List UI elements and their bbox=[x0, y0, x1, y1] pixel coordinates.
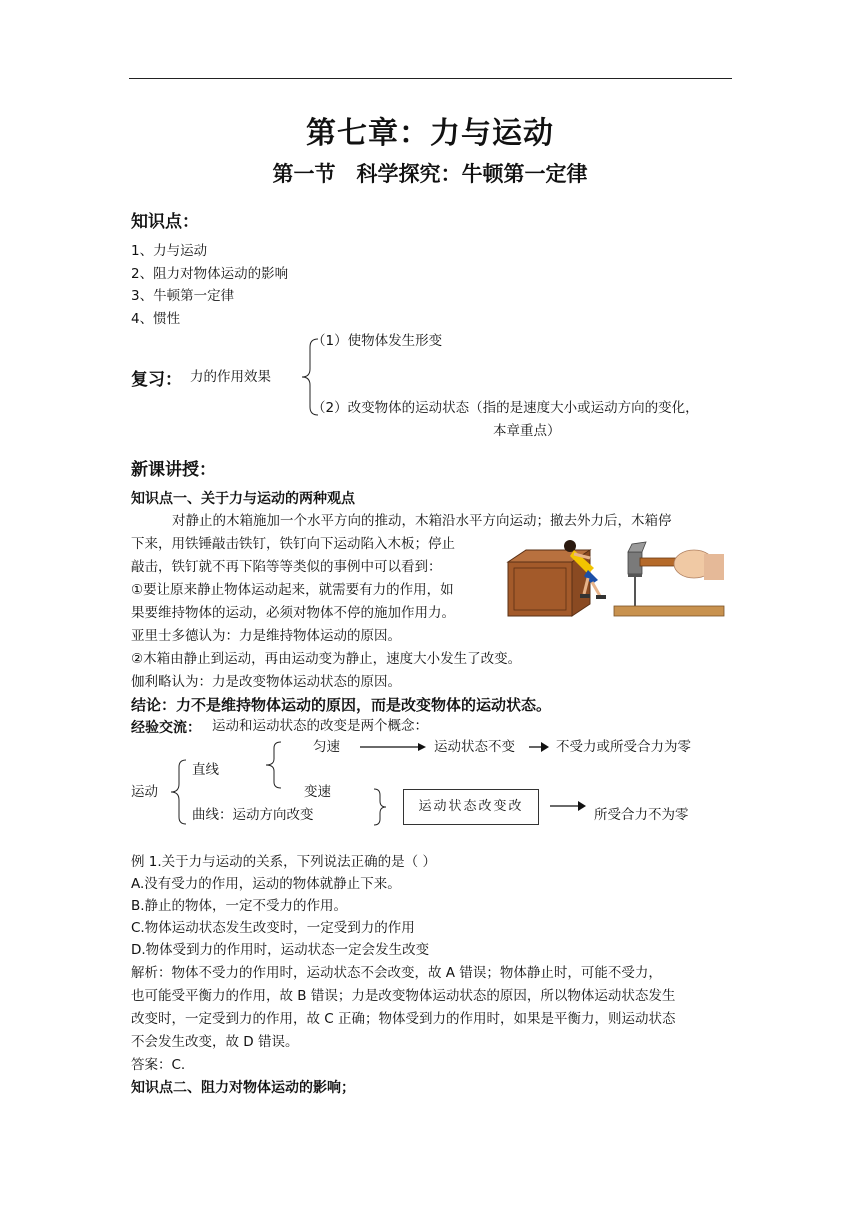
motion-brace bbox=[166, 756, 190, 828]
analysis-line: 解析：物体不受力的作用时，运动状态不会改变，故 A 错误；物体静止时，可能不受力， bbox=[131, 965, 662, 981]
diagram-no-force: 不受力或所受合力为零 bbox=[556, 739, 691, 755]
review-branch1: （1）使物体发生形变 bbox=[312, 333, 443, 349]
diagram-motion: 运动 bbox=[131, 784, 158, 800]
example-option: A.没有受力的作用，运动的物体就静止下来。 bbox=[131, 876, 401, 892]
paragraph-line: 果要维持物体的运动，必须对物体不停的施加作用力。 bbox=[131, 605, 455, 621]
diagram-straight: 直线 bbox=[192, 762, 219, 778]
top-rule bbox=[129, 78, 732, 79]
state-changed-box: 运动状态改变改 bbox=[403, 789, 539, 825]
conclusion: 结论：力不是维持物体运动的原因，而是改变物体的运动状态。 bbox=[131, 696, 552, 714]
analysis-line: 改变时，一定受到力的作用，故 C 正确；物体受到力的作用时，如果是平衡力，则运动状态 bbox=[131, 1011, 676, 1027]
paragraph-line: 亚里士多德认为：力是维持物体运动的原因。 bbox=[131, 628, 401, 644]
chapter-title: 第七章：力与运动 bbox=[306, 116, 554, 151]
diagram-uniform: 匀速 bbox=[313, 739, 340, 755]
paragraph-line: 敲击，铁钉就不再下陷等等类似的事例中可以看到： bbox=[131, 559, 442, 575]
straight-brace bbox=[259, 738, 285, 792]
paragraph-line: ①要让原来静止物体运动起来，就需要有力的作用，如 bbox=[131, 582, 454, 598]
analysis-line: 也可能受平衡力的作用，故 B 错误；力是改变物体运动状态的原因，所以物体运动状态发生 bbox=[131, 988, 676, 1004]
example-option: C.物体运动状态发生改变时，一定受到力的作用 bbox=[131, 920, 415, 936]
diagram-state-unchanged: 运动状态不变 bbox=[434, 739, 515, 755]
box-and-hammer-illustration bbox=[500, 534, 725, 622]
analysis-line: 不会发生改变，故 D 错误。 bbox=[131, 1034, 299, 1050]
section-title: 第一节 科学探究：牛顿第一定律 bbox=[272, 162, 588, 186]
example-question: 例 1.关于力与运动的关系，下列说法正确的是（ ） bbox=[131, 854, 436, 870]
variable-curve-brace bbox=[370, 786, 390, 828]
point1-title: 知识点一、关于力与运动的两种观点 bbox=[131, 491, 355, 507]
arrow-unchanged bbox=[527, 740, 551, 754]
arrow-changed bbox=[548, 799, 588, 813]
example-option: B.静止的物体，一定不受力的作用。 bbox=[131, 898, 348, 914]
diagram-curve: 曲线：运动方向改变 bbox=[192, 807, 314, 823]
arrow-uniform bbox=[358, 740, 428, 754]
review-branch2-line2: 本章重点） bbox=[493, 423, 561, 439]
list-item: 2、阻力对物体运动的影响 bbox=[131, 265, 289, 282]
knowledge-list bbox=[131, 240, 288, 330]
exchange-text: 运动和运动状态的改变是两个概念： bbox=[212, 718, 428, 734]
review-branch2-line1: （2）改变物体的运动状态（指的是速度大小或运动方向的变化， bbox=[312, 400, 699, 416]
paragraph-line: 下来，用铁锤敲击铁钉，铁钉向下运动陷入木板；停止 bbox=[131, 536, 455, 552]
paragraph-line: 伽利略认为：力是改变物体运动状态的原因。 bbox=[131, 674, 401, 690]
lesson-heading: 新课讲授： bbox=[131, 460, 216, 480]
review-label: 力的作用效果 bbox=[190, 369, 271, 385]
example-answer: 答案：C. bbox=[131, 1057, 186, 1073]
diagram-variable: 变速 bbox=[304, 784, 331, 800]
knowledge-heading: 知识点： bbox=[131, 212, 199, 232]
point2-title: 知识点二、阻力对物体运动的影响； bbox=[131, 1080, 355, 1096]
exchange-label: 经验交流： bbox=[131, 720, 201, 736]
review-heading: 复习： bbox=[131, 370, 182, 390]
list-item: 1、力与运动 bbox=[131, 243, 208, 259]
list-item: 4、惯性 bbox=[131, 310, 181, 327]
list-item: 3、牛顿第一定律 bbox=[131, 288, 235, 304]
diagram-net-force-nonzero: 所受合力不为零 bbox=[594, 807, 689, 823]
example-option: D.物体受到力的作用时，运动状态一定会发生改变 bbox=[131, 942, 430, 958]
paragraph-line: 对静止的木箱施加一个水平方向的推动，木箱沿水平方向运动；撤去外力后，木箱停 bbox=[172, 513, 672, 529]
paragraph-line: ②木箱由静止到运动，再由运动变为静止，速度大小发生了改变。 bbox=[131, 651, 522, 667]
